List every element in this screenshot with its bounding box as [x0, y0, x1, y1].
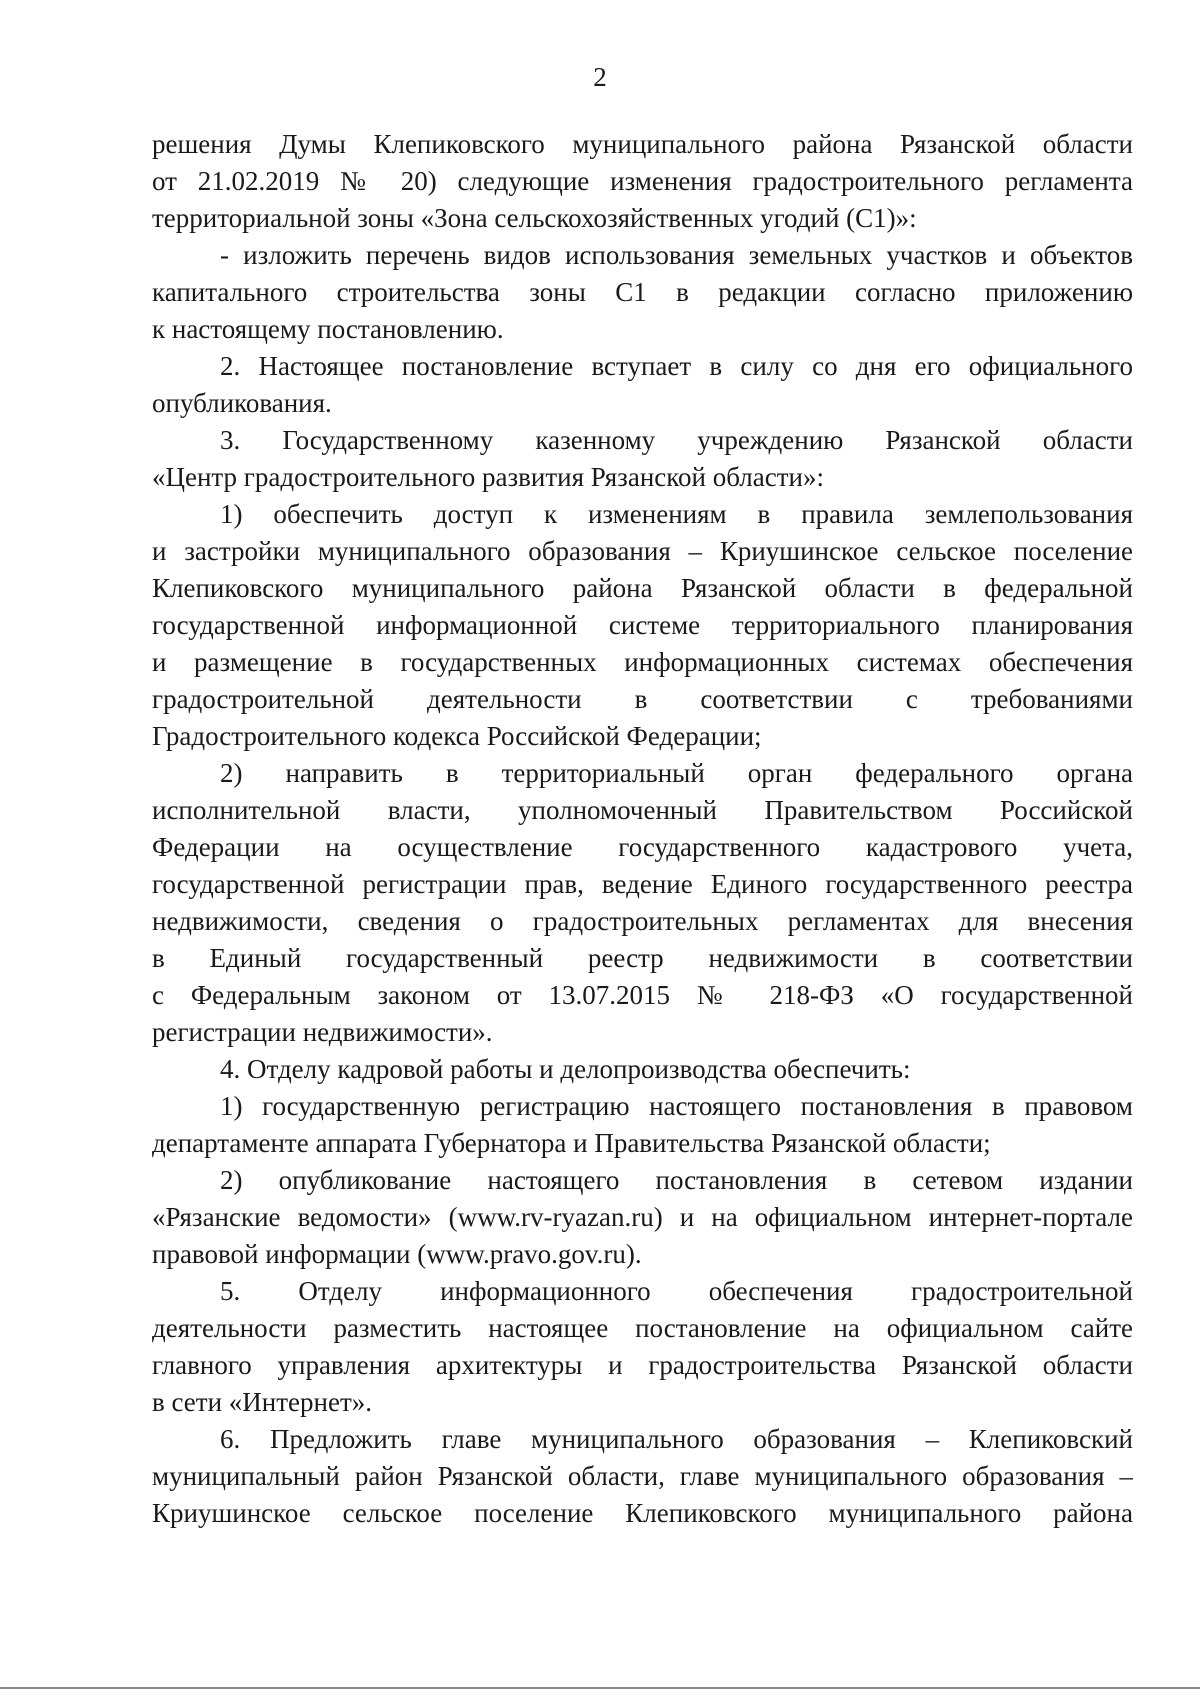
- text-line: 5. Отделу информационного обеспечения градостроительной: [220, 1276, 1133, 1306]
- text-line: Градостроительного кодекса Российской Федерации;: [152, 721, 762, 751]
- text-line: государственной регистрации прав, ведение Единого государственного реестра: [152, 869, 1133, 899]
- text-line: опубликования.: [152, 388, 332, 418]
- text-line: исполнительной власти, уполномоченный Правительством Российской: [152, 795, 1133, 825]
- text-line: деятельности разместить настоящее постановление на официальном сайте: [152, 1313, 1133, 1343]
- text-line: «Рязанские ведомости» (www.rv-ryazan.ru) и на официальном интернет-портале: [152, 1202, 1133, 1232]
- text-line: Криушинское сельское поселение Клепиковского муниципального района: [152, 1498, 1133, 1528]
- text-line: 4. Отделу кадровой работы и делопроизводства обеспечить:: [220, 1054, 911, 1084]
- text-line: 1) обеспечить доступ к изменениям в правила землепользования: [220, 499, 1133, 529]
- text-line: в сети «Интернет».: [152, 1387, 373, 1417]
- text-line: Клепиковского муниципального района Рязанской области в федеральной: [152, 573, 1133, 603]
- text-line: 2) направить в территориальный орган федерального органа: [220, 758, 1133, 788]
- text-line: регистрации недвижимости».: [152, 1017, 493, 1047]
- text-line: Федерации на осуществление государственного кадастрового учета,: [152, 832, 1133, 862]
- text-line: капитального строительства зоны С1 в редакции согласно приложению: [152, 277, 1133, 307]
- text-line: градостроительной деятельности в соответствии с требованиями: [152, 684, 1133, 714]
- text-line: к настоящему постановлению.: [152, 314, 504, 344]
- text-line: 6. Предложить главе муниципального образования – Клепиковский: [220, 1424, 1133, 1454]
- text-line: в Единый государственный реестр недвижимости в соответствии: [152, 943, 1133, 973]
- page-number: 2: [593, 62, 607, 92]
- text-line: с Федеральным законом от 13.07.2015 № 218-ФЗ «О государственной: [152, 980, 1133, 1010]
- text-line: от 21.02.2019 № 20) следующие изменения градостроительного регламента: [152, 166, 1133, 196]
- text-line: 1) государственную регистрацию настоящего постановления в правовом: [220, 1091, 1133, 1121]
- text-line: и застройки муниципального образования – Криушинское сельское поселение: [152, 536, 1133, 566]
- text-line: 2) опубликование настоящего постановления в сетевом издании: [220, 1165, 1133, 1195]
- text-line: 3. Государственному казенному учреждению Рязанской области: [220, 425, 1133, 455]
- text-line: и размещение в государственных информационных системах обеспечения: [152, 647, 1133, 677]
- text-line: - изложить перечень видов использования земельных участков и объектов: [220, 240, 1133, 270]
- text-line: правовой информации (www.pravo.gov.ru).: [152, 1239, 642, 1269]
- text-line: департаменте аппарата Губернатора и Правительства Рязанской области;: [152, 1128, 991, 1158]
- text-line: главного управления архитектуры и градостроительства Рязанской области: [152, 1350, 1133, 1380]
- text-line: 2. Настоящее постановление вступает в силу со дня его официального: [220, 351, 1133, 381]
- text-line: муниципальный район Рязанской области, главе муниципального образования –: [152, 1461, 1133, 1491]
- page-bottom-edge: [0, 1687, 1200, 1689]
- text-line: государственной информационной системе территориального планирования: [152, 610, 1133, 640]
- text-line: недвижимости, сведения о градостроительных регламентах для внесения: [152, 906, 1133, 936]
- document-body: [152, 126, 1133, 1532]
- text-line: «Центр градостроительного развития Рязанской области»:: [152, 462, 824, 492]
- text-line: территориальной зоны «Зона сельскохозяйственных угодий (С1)»:: [152, 203, 917, 233]
- text-line: решения Думы Клепиковского муниципального района Рязанской области: [152, 129, 1133, 159]
